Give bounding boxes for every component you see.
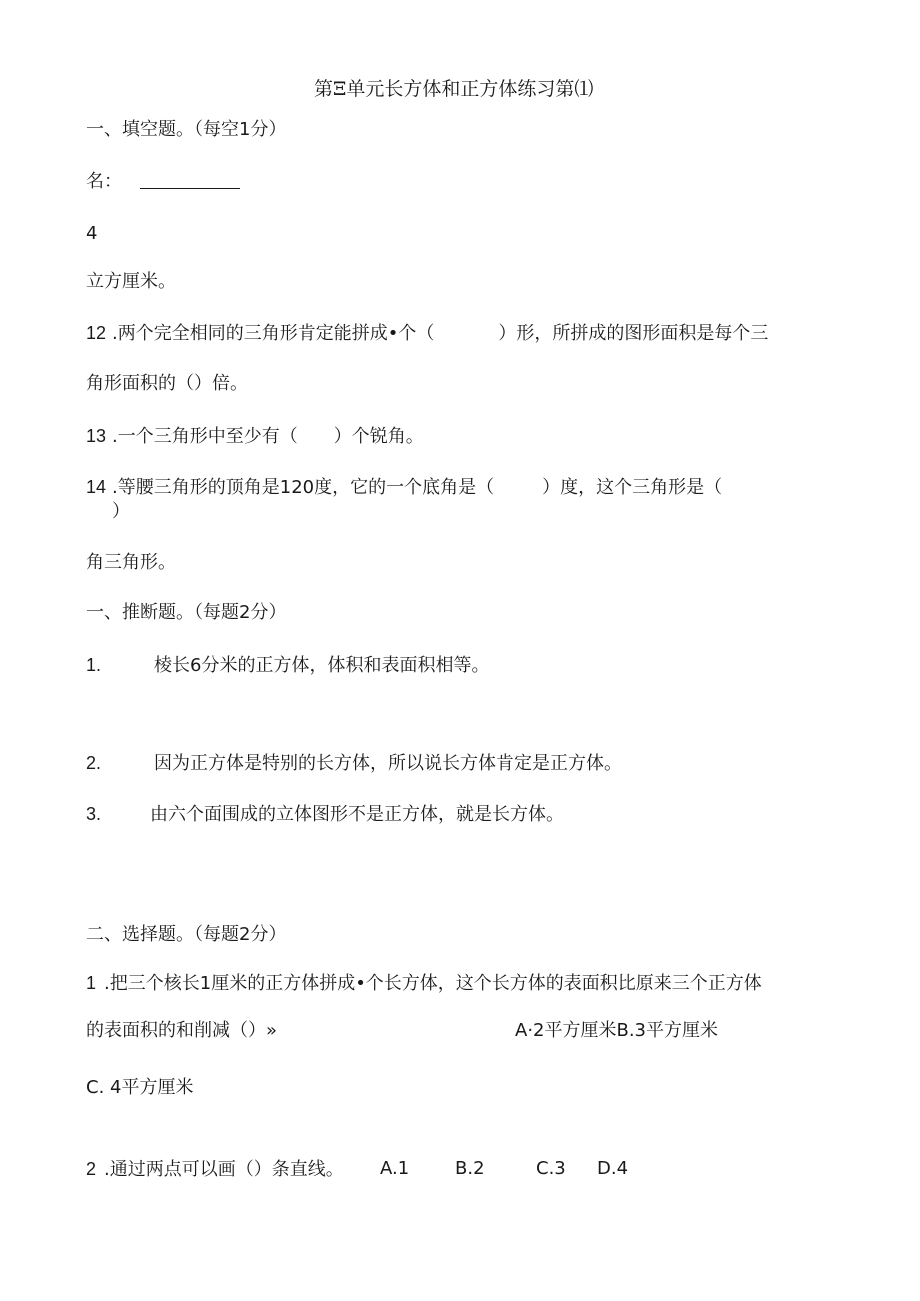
name-label: 名： xyxy=(86,171,122,192)
question-text: .等腰三角形的顶角是120度，它的一个底角是（ xyxy=(112,477,495,498)
choice-section-heading: 二、选择题。（每题2分） xyxy=(86,924,287,945)
question-number: 12 xyxy=(86,323,107,343)
choice-option-c: C.3 xyxy=(536,1158,566,1179)
question-text: ）形，所拼成的图形面积是每个三 xyxy=(498,323,769,344)
question-text: .两个完全相同的三角形肯定能拼成•个（ xyxy=(112,323,435,344)
question-text: .把三个核长1厘米的正方体拼成•个长方体，这个长方体的表面积比原来三个正方体 xyxy=(104,973,762,994)
judge-section-heading: 一、推断题。（每题2分） xyxy=(86,602,287,623)
item-text: 因为正方体是特别的长方体，所以说长方体肯定是正方体。 xyxy=(154,753,622,774)
choice-question-1-continued: 的表面积的和削减（）» xyxy=(86,1020,278,1041)
question-14-close-paren: ） xyxy=(112,501,130,522)
choice-options-ab: A·2平方厘米B.3平方厘米 xyxy=(515,1020,719,1041)
question-14 xyxy=(86,475,722,500)
choice-option-c: C. 4平方厘米 xyxy=(86,1077,194,1098)
unit-text: 立方厘米。 xyxy=(86,271,176,292)
judge-item-1 xyxy=(86,653,489,678)
fill-section-heading: 一、填空题。（每空1分） xyxy=(86,119,287,140)
question-12-continued: 角形面积的（）倍。 xyxy=(86,373,248,394)
name-row xyxy=(86,170,240,194)
choice-question-2 xyxy=(86,1157,344,1182)
choice-option-a: A.1 xyxy=(380,1158,410,1179)
question-number: 1 xyxy=(86,973,97,993)
choice-option-d: D.4 xyxy=(597,1158,629,1179)
question-text: .一个三角形中至少有（ ）个锐角。 xyxy=(112,426,424,447)
choice-question-1 xyxy=(86,971,762,996)
judge-item-2 xyxy=(86,751,622,776)
item-text: 棱长6分米的正方体，体积和表面积相等。 xyxy=(154,655,490,676)
item-number: 3. xyxy=(86,804,102,824)
choice-option-b: B.2 xyxy=(455,1158,485,1179)
question-number: 2 xyxy=(86,1159,97,1179)
question-12 xyxy=(86,321,768,346)
item-number: 2. xyxy=(86,753,102,773)
question-text: ）度，这个三角形是（ xyxy=(542,477,723,498)
question-13 xyxy=(86,424,424,449)
name-blank xyxy=(140,170,240,189)
item-number: 1. xyxy=(86,655,102,675)
question-number: 14 xyxy=(86,477,107,497)
question-14-continued: 角三角形。 xyxy=(86,552,176,573)
page-title: 第Ξ单元长方体和正方体练习第⑴ xyxy=(314,78,594,100)
question-text: .通过两点可以画（）条直线。 xyxy=(104,1159,344,1180)
judge-item-3 xyxy=(86,802,564,827)
stray-number: 4 xyxy=(86,223,98,244)
question-number: 13 xyxy=(86,426,107,446)
item-text: 由六个面围成的立体图形不是正方体，就是长方体。 xyxy=(150,804,564,825)
